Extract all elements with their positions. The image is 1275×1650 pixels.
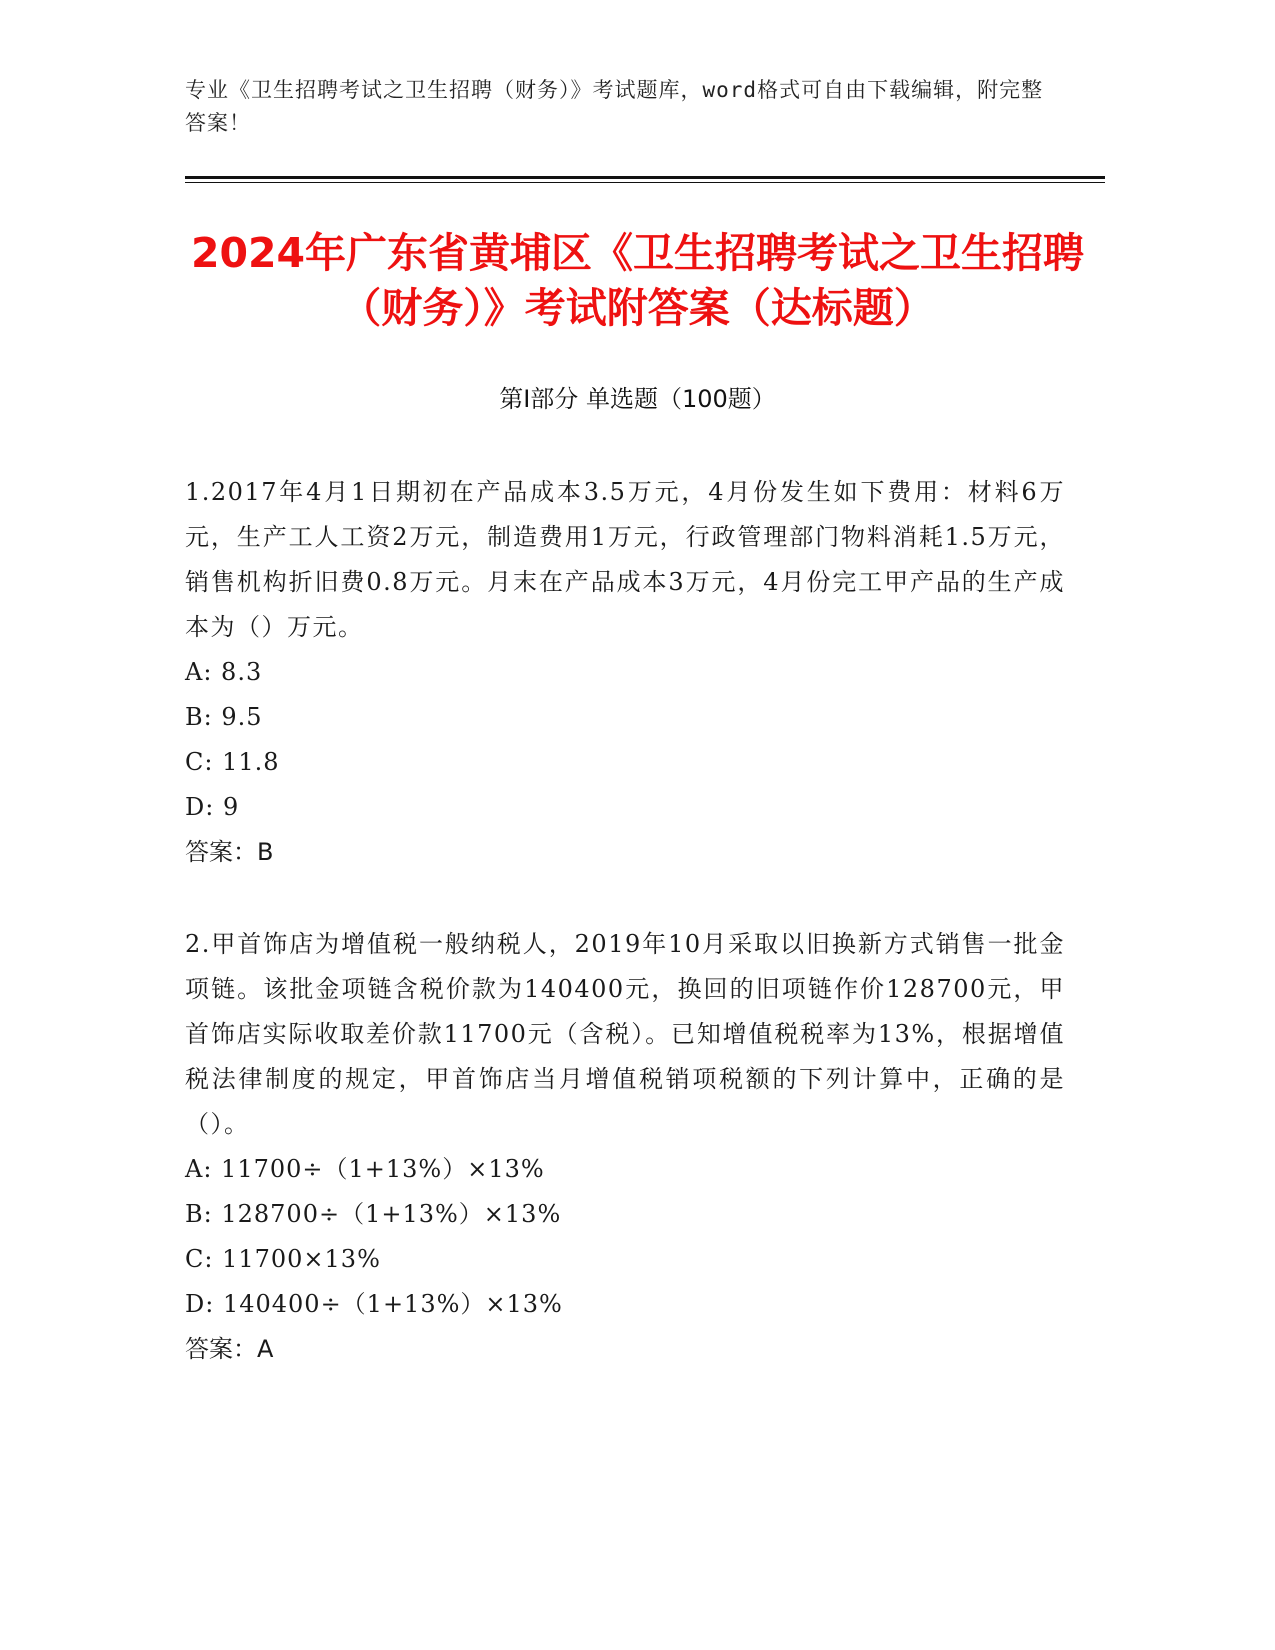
option-a: A: 11700÷（1+13%）×13% bbox=[185, 1155, 545, 1183]
header-note: 专业《卫生招聘考试之卫生招聘（财务）》考试题库，word格式可自由下载编辑，附完整答案！ bbox=[185, 78, 1044, 135]
option-d: D: 140400÷（1+13%）×13% bbox=[185, 1290, 563, 1318]
question-stem: 2.甲首饰店为增值税一般纳税人，2019年10月采取以旧换新方式销售一批金项链。该批金项链含税价款为140400元，换回的旧项链作价128700元，甲首饰店实际收取差价款11700元（含税）。已知增值税税率为13%，根据增值税法律制度的规定，甲首饰店当月增值税销项税额的下列计算中，正确的是（）。 bbox=[185, 930, 1065, 1138]
header-divider-thin bbox=[185, 182, 1105, 183]
option-d: D: 9 bbox=[185, 793, 240, 821]
document-title: 2024年广东省黄埔区《卫生招聘考试之卫生招聘（财务）》考试附答案（达标题） bbox=[190, 229, 1085, 332]
option-a: A: 8.3 bbox=[185, 658, 263, 686]
question-stem: 1.2017年4月1日期初在产品成本3.5万元，4月份发生如下费用：材料6万元，生产工人工资2万元，制造费用1万元，行政管理部门物料消耗1.5万元，销售机构折旧费0.8万元。月末在产品成本3万元，4月份完工甲产品的生产成本为（）万元。 bbox=[185, 478, 1065, 641]
answer: 答案：B bbox=[185, 838, 274, 866]
option-c: C: 11.8 bbox=[185, 748, 280, 776]
option-b: B: 9.5 bbox=[185, 703, 263, 731]
answer: 答案：A bbox=[185, 1335, 274, 1363]
question-1 bbox=[185, 470, 1065, 875]
option-b: B: 128700÷（1+13%）×13% bbox=[185, 1200, 562, 1228]
section-title: 第I部分 单选题（100题） bbox=[499, 385, 776, 413]
option-c: C: 11700×13% bbox=[185, 1245, 381, 1273]
question-2 bbox=[185, 922, 1065, 1372]
header-divider-thick bbox=[185, 176, 1105, 179]
